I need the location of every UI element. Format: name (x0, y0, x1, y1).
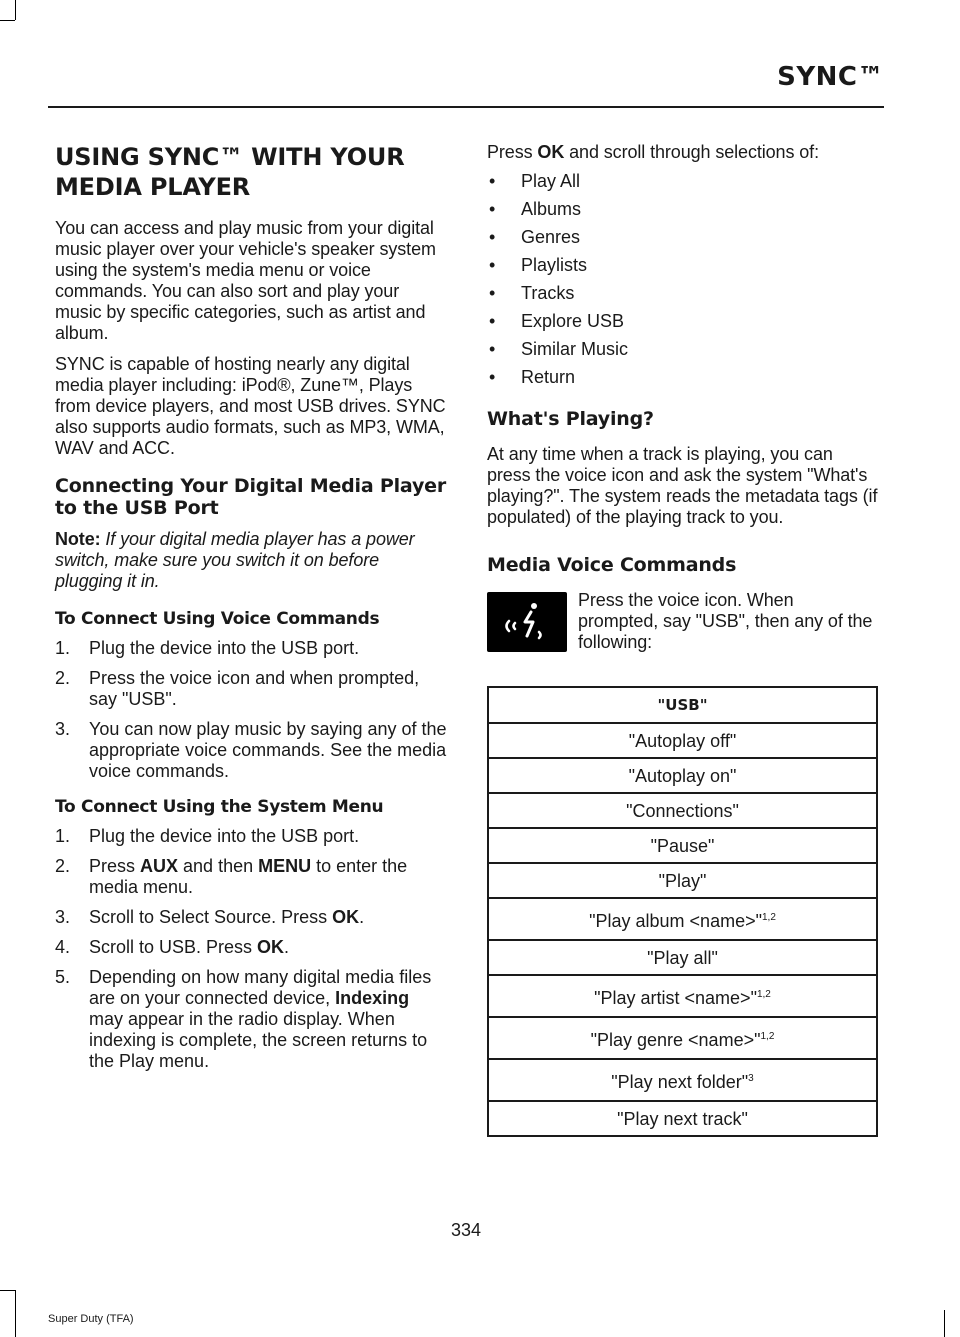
selection-intro: Press OK and scroll through selections of: (487, 142, 819, 162)
table-header-row (488, 687, 877, 723)
list-item: • Explore USB (489, 311, 625, 331)
table-row: "Autoplay on" (488, 758, 877, 793)
menu-button-label: MENU (258, 856, 312, 876)
list-item: • Similar Music (489, 339, 629, 359)
ok-button-label: OK (537, 142, 565, 162)
whats-playing-heading: What's Playing? (487, 408, 654, 430)
menu-connect-heading: To Connect Using the System Menu (55, 797, 384, 817)
list-item: • Albums (489, 199, 582, 219)
note-label: Note: (55, 529, 101, 549)
table-row: "Play all" (488, 940, 877, 975)
list-item: 3. Scroll to Select Source. Press OK. (55, 907, 365, 927)
footnote-ref: 1,2 (756, 988, 771, 1000)
list-item: 4. Scroll to USB. Press OK. (55, 937, 290, 957)
table-row: "Connections" (488, 793, 877, 828)
list-item: 3. You can now play music by saying any of the appropriate voice commands. See the media voice commands. (55, 719, 447, 781)
list-item: 2. Press the voice icon and when prompted, say "USB". (55, 668, 420, 709)
crop-mark (15, 0, 16, 20)
list-item: 5. Depending on how many digital media files are on your connected device, Indexing may appear in the radio display. When indexing is complete, the screen returns to the Play menu. (55, 967, 432, 1071)
voice-command-icon (487, 592, 567, 652)
header-rule (48, 106, 884, 108)
table-row: "Play next folder"$^3$ (488, 1059, 877, 1101)
ok-button-label: OK (332, 907, 360, 927)
table-row: "Autoplay off" (488, 723, 877, 758)
page-number: 334 (450, 1220, 482, 1240)
left-column (55, 142, 447, 1086)
selection-list (487, 171, 879, 388)
crop-mark (0, 1290, 15, 1291)
table-row: "Play next track" (488, 1101, 877, 1136)
crop-mark (15, 1290, 16, 1337)
menu-connect-steps (55, 826, 447, 1072)
page-header-title: SYNC™ (777, 62, 884, 92)
list-item: • Tracks (489, 283, 575, 303)
list-item: 1. Plug the device into the USB port. (55, 826, 360, 846)
table-row: "Pause" (488, 828, 877, 863)
media-voice-commands-heading: Media Voice Commands (487, 554, 737, 576)
list-item: • Playlists (489, 255, 588, 275)
ok-button-label: OK (257, 937, 285, 957)
crop-mark (944, 1310, 945, 1337)
voice-instruction (487, 590, 879, 656)
table-row: "Play" (488, 863, 877, 898)
footnote-ref: 1,2 (760, 1030, 775, 1042)
intro-paragraph: You can access and play music from your digital music player over your vehicle's speaker system using the system's media menu or voice commands. You can also sort and play your music by specific categories, such as artist and album. (55, 218, 436, 343)
footer-model: Super Duty (TFA) (48, 1313, 134, 1325)
section-title: USING SYNC™ WITH YOUR MEDIA PLAYER (55, 143, 405, 201)
list-item: • Play All (489, 171, 581, 191)
list-item: 2. Press AUX and then MENU to enter the media menu. (55, 856, 408, 897)
indexing-label: Indexing (335, 988, 410, 1008)
footnote-ref: 1,2 (761, 911, 776, 923)
voice-connect-heading: To Connect Using Voice Commands (55, 609, 380, 629)
table-row: "Play genre <name>"$^{1,2}$ (488, 1017, 877, 1059)
list-item: • Return (489, 367, 576, 387)
list-item: • Genres (489, 227, 581, 247)
crop-mark (0, 20, 15, 21)
table-header: "USB" (488, 687, 877, 723)
capability-paragraph: SYNC is capable of hosting nearly any digital media player including: iPod®, Zune™, Plays from device players, and most USB drives. SYNC also supports audio formats, such as MP3, WMA, WAV and ACC. (55, 354, 446, 458)
whats-playing-text: At any time when a track is playing, you can press the voice icon and ask the system "What's playing?". The system reads the metadata tags (if populated) of the playing track to you. (487, 444, 878, 527)
note-text: If your digital media player has a power switch, make sure you switch it on before plugging it in. (55, 529, 415, 591)
aux-button-label: AUX (140, 856, 179, 876)
voice-connect-steps (55, 638, 447, 782)
voice-instruction-text: Press the voice icon. When prompted, say "USB", then any of the following: (578, 590, 873, 652)
list-item: 1. Plug the device into the USB port. (55, 638, 360, 658)
table-row: "Play artist <name>"$^{1,2}$ (488, 975, 877, 1017)
right-column (487, 142, 879, 1137)
footnote-ref: 3 (748, 1072, 754, 1084)
voice-commands-table (487, 686, 878, 1137)
table-row: "Play album <name>"$^{1,2}$ (488, 898, 877, 940)
connect-heading: Connecting Your Digital Media Player to the USB Port (55, 475, 447, 519)
note (55, 529, 447, 592)
